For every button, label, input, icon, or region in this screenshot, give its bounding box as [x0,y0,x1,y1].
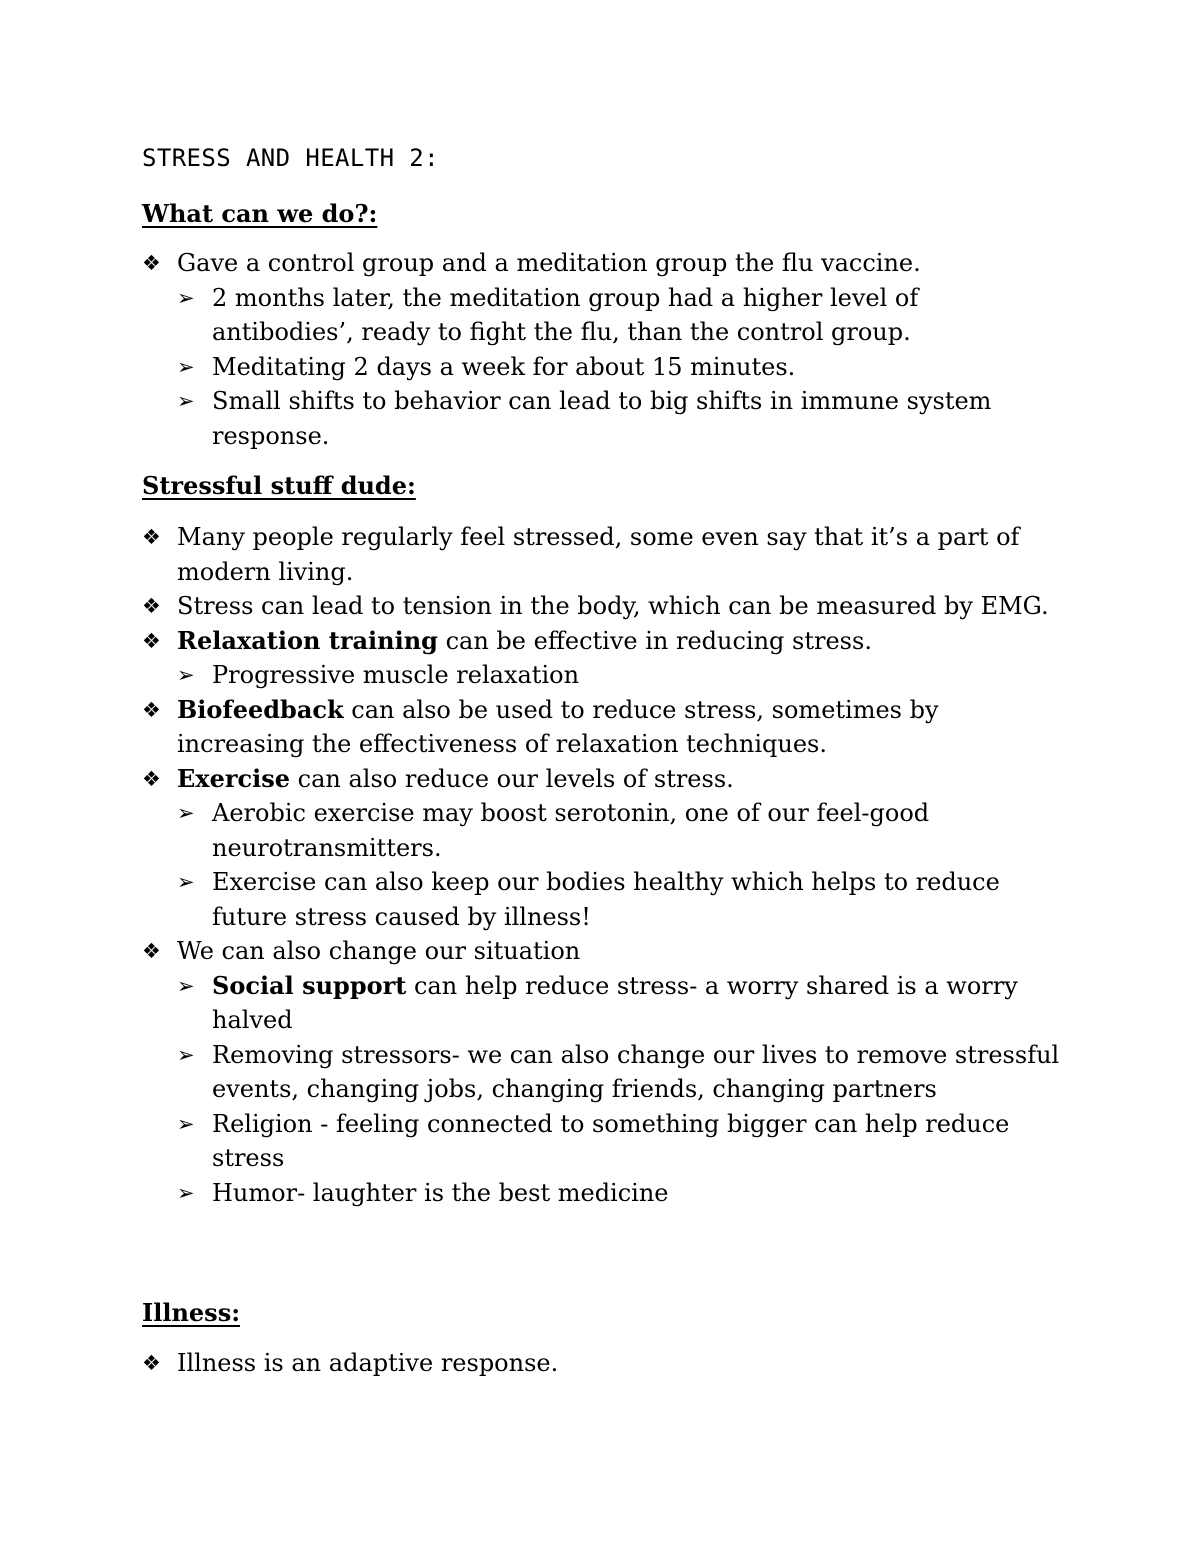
section-heading-illness: Illness: [142,1298,241,1327]
list-item: ➢ Meditating 2 days a week for about 15 minutes. [0,350,1062,385]
list-item: ❖ Gave a control group and a meditation group the flu vaccine. [0,246,1057,281]
list-item: ➢ Aerobic exercise may boost serotonin, one of our feel-good neurotransmitters. [0,796,1062,865]
arrowhead-bullet-icon: ➢ [177,973,195,998]
arrowhead-bullet-icon: ➢ [177,285,195,310]
list-item: ❖ Biofeedback can also be used to reduce stress, sometimes by increasing the effectiveness of relaxation techniques. [142,694,939,758]
arrowhead-bullet-icon: ➢ [177,663,195,687]
list-item: ❖ Stress can lead to tension in the body, which can be measured by EMG. [0,589,1057,624]
diamond-bullet-icon: ❖ [142,251,161,275]
section-heading-stressful-stuff: Stressful stuff dude: [142,471,416,500]
document-title: STRESS AND HEALTH 2: [142,144,439,172]
list-item: ❖ Many people regularly feel stressed, some even say that it’s a part of modern living. [0,520,1057,589]
section-list-stressful-stuff [0,520,1200,1210]
list-item: ➢ Exercise can also keep our bodies healthy which helps to reduce future stress caused by illness! [0,865,1062,934]
arrowhead-bullet-icon: ➢ [177,801,195,825]
list-item: ❖ We can also change our situation [0,934,1057,969]
arrowhead-bullet-icon: ➢ [177,389,195,413]
list-item: ➢ Humor- laughter is the best medicine [0,1176,1062,1211]
list-item: ➢ Religion - feeling connected to something bigger can help reduce stress [0,1107,1062,1176]
diamond-bullet-icon: ❖ [142,1351,161,1375]
diamond-bullet-icon: ❖ [142,939,161,963]
list-item: ➢ Small shifts to behavior can lead to big shifts in immune system response. [0,384,1062,453]
list-item: ➢ Progressive muscle relaxation [0,658,1062,693]
diamond-bullet-icon: ❖ [142,628,161,653]
diamond-bullet-icon: ❖ [142,697,161,722]
diamond-bullet-icon: ❖ [142,525,161,549]
diamond-bullet-icon: ❖ [142,766,161,791]
list-item: ➢ Removing stressors- we can also change our lives to remove stressful events, changing jobs, changing friends, changing partners [0,1038,1062,1107]
arrowhead-bullet-icon: ➢ [177,354,195,379]
list-item: ❖ Exercise can also reduce our levels of stress. [0,762,1057,797]
list-item: ❖ Illness is an adaptive response. [0,1346,1057,1381]
list-item: ❖ Relaxation training can be effective in reducing stress. [0,624,1057,659]
list-item: ➢ Social support can help reduce stress- a worry shared is a worry halved [177,970,1018,1034]
arrowhead-bullet-icon: ➢ [177,1042,195,1067]
list-item: ➢ 2 months later, the meditation group had a higher level of antibodies’, ready to fight the flu, than the control group. [0,281,1062,350]
section-list-what-can-we-do [0,246,1200,453]
section-list-illness [0,1346,1200,1381]
arrowhead-bullet-icon: ➢ [177,1180,195,1205]
section-heading-what-can-we-do: What can we do?: [142,199,378,228]
diamond-bullet-icon: ❖ [142,594,161,618]
arrowhead-bullet-icon: ➢ [177,870,195,894]
arrowhead-bullet-icon: ➢ [177,1111,195,1136]
